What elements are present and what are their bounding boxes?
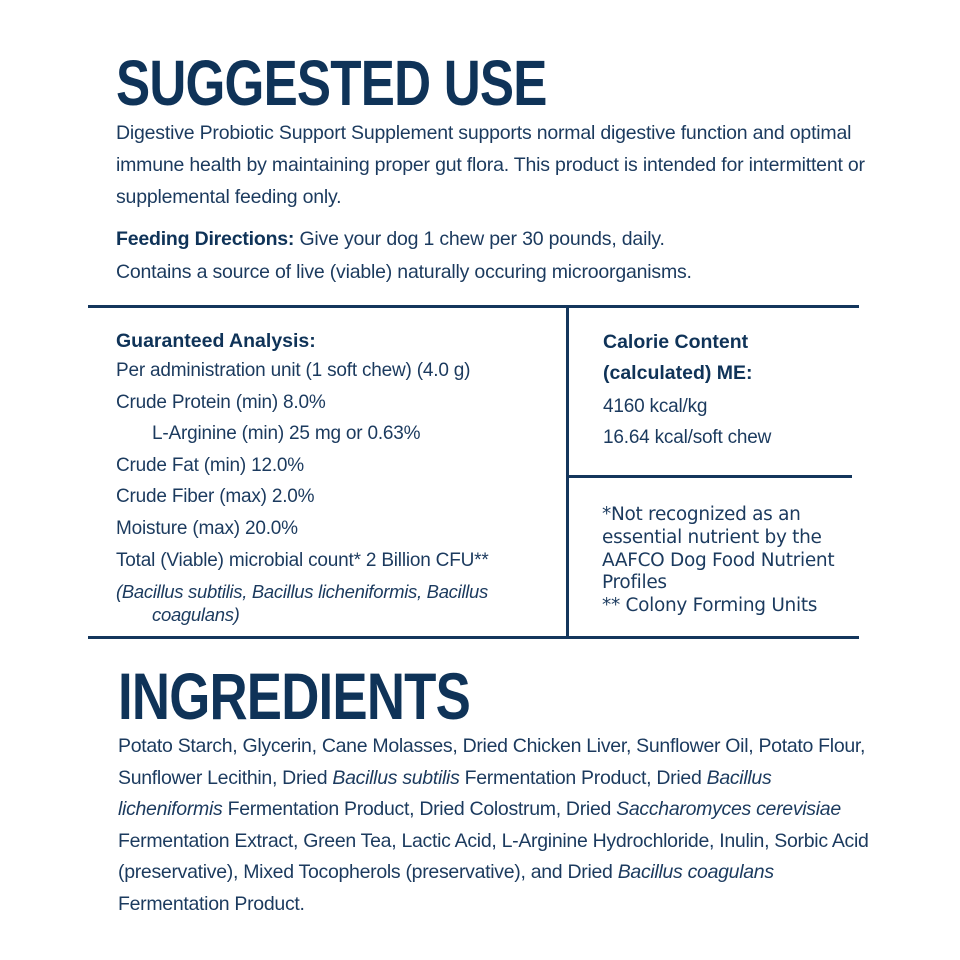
- table-top-divider: [88, 305, 859, 308]
- analysis-row: Crude Protein (min) 8.0%: [116, 391, 326, 413]
- ingredients-species-name: Bacillus coagulans: [617, 861, 774, 884]
- ingredients-text-part: Fermentation Product, Dried: [459, 766, 707, 789]
- calorie-per-chew: 16.64 kcal/soft chew: [603, 427, 772, 448]
- feeding-directions-text: Give your dog 1 chew per 30 pounds, daily.: [294, 228, 665, 250]
- suggested-use-heading: SUGGESTED USE: [116, 47, 547, 119]
- ingredients-text-part: Fermentation Product, Dried Colostrum, Dried: [222, 798, 617, 821]
- suggested-use-description: Digestive Probiotic Support Supplement supports normal digestive function and optimal immune health by maintaining proper gut flora. This product is intended for intermittent or supplemental feeding only.: [116, 122, 865, 208]
- analysis-row: Per administration unit (1 soft chew) (4.0 g): [116, 360, 471, 381]
- guaranteed-analysis-title: Guaranteed Analysis:: [116, 330, 316, 352]
- calorie-content-title: Calorie Content (calculated) ME:: [603, 331, 753, 384]
- footnote-not-recognized: *Not recognized as an essential nutrient by the AAFCO Dog Food Nutrient Profiles: [602, 504, 835, 594]
- ingredients-text-part: Fermentation Product.: [118, 892, 305, 915]
- analysis-row: Crude Fiber (max) 2.0%: [116, 486, 315, 508]
- calorie-per-kg: 4160 kcal/kg: [603, 396, 708, 417]
- analysis-row: Total (Viable) microbial count* 2 Billion CFU**: [116, 549, 489, 571]
- contains-statement: Contains a source of live (viable) naturally occuring microorganisms.: [116, 261, 692, 283]
- ingredients-heading: INGREDIENTS: [118, 659, 471, 733]
- feeding-directions: [116, 223, 876, 255]
- calorie-footnote-divider: [568, 475, 852, 478]
- analysis-row: Crude Fat (min) 12.0%: [116, 454, 304, 476]
- feeding-directions-label: Feeding Directions:: [116, 228, 295, 250]
- ingredients-species-name: Saccharomyces cerevisiae: [616, 798, 841, 821]
- table-column-divider: [566, 305, 569, 638]
- footnotes: [602, 504, 852, 618]
- microbial-species-line: coagulans): [152, 604, 240, 625]
- ingredients-species-name: Bacillus licheniformis: [118, 766, 772, 821]
- ingredients-species-name: Bacillus subtilis: [332, 766, 460, 789]
- microbial-species: [116, 580, 536, 626]
- ingredients-list: [118, 731, 878, 921]
- microbial-species-line: (Bacillus subtilis, Bacillus licheniformis, Bacillus: [116, 581, 488, 602]
- ingredients-text-part: Fermentation Extract, Green Tea, Lactic Acid, L-Arginine Hydrochloride, Inulin, Sorbic Acid (preservative), Mixed Tocopherols (preservative), and Dried: [118, 829, 869, 884]
- analysis-row: Moisture (max) 20.0%: [116, 517, 298, 539]
- ingredients-text-part: Potato Starch, Glycerin, Cane Molasses, Dried Chicken Liver, Sunflower Oil, Potato Flour, Sunflower Lecithin, Dried: [118, 735, 866, 789]
- analysis-row: L-Arginine (min) 25 mg or 0.63%: [152, 423, 421, 445]
- footnote-cfu: ** Colony Forming Units: [602, 595, 818, 617]
- guaranteed-analysis-list: [116, 355, 489, 576]
- table-bottom-divider: [88, 636, 859, 639]
